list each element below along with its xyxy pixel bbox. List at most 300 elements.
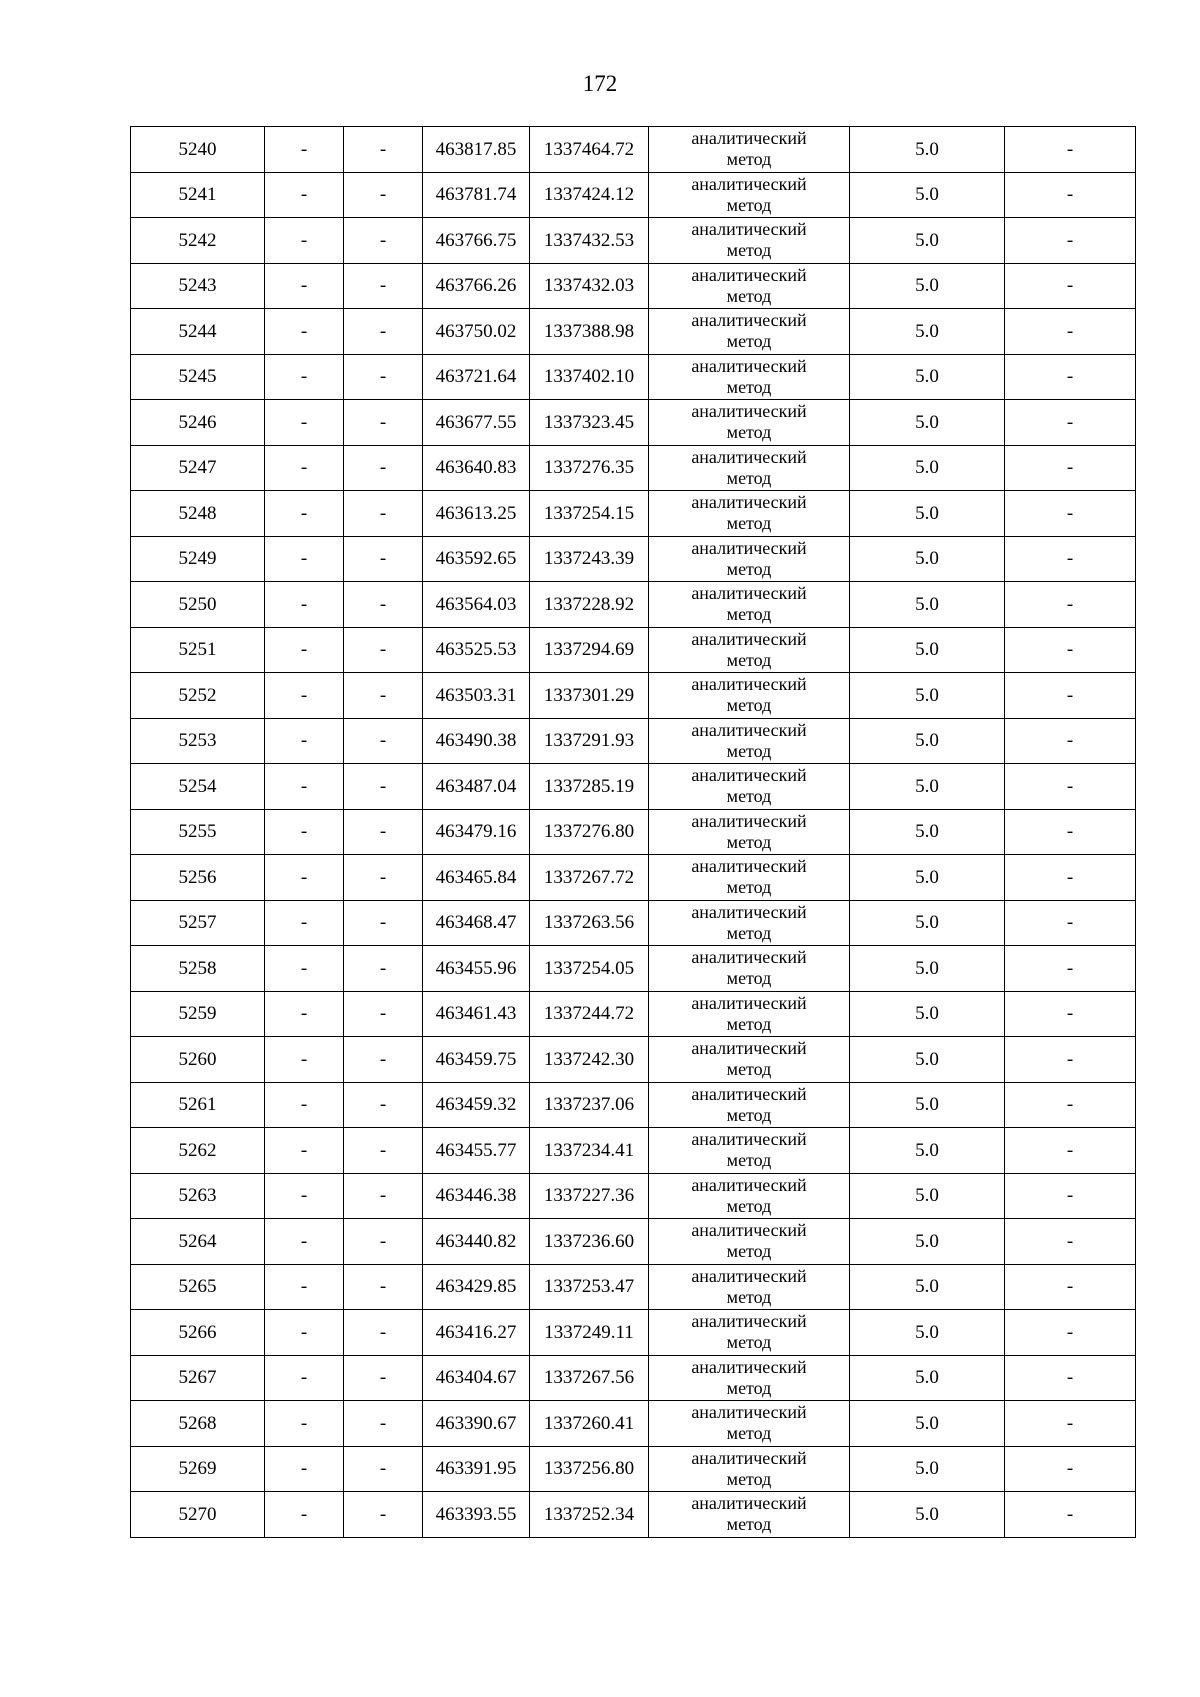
method-line-2: метод bbox=[726, 422, 772, 443]
method-line-2: метод bbox=[726, 1377, 772, 1398]
method-cell bbox=[649, 718, 850, 764]
accuracy-cell: 5.0 bbox=[850, 1264, 1005, 1310]
dash-cell-b: - bbox=[344, 536, 423, 582]
x-coordinate-cell: 463525.53 bbox=[423, 627, 530, 673]
table-body bbox=[131, 127, 1136, 1538]
y-coordinate-cell: 1337263.56 bbox=[530, 900, 649, 946]
dash-cell-a: - bbox=[265, 445, 344, 491]
dash-cell-c: - bbox=[1005, 718, 1136, 764]
method-cell bbox=[649, 309, 850, 355]
table-row bbox=[131, 1037, 1136, 1083]
x-coordinate-cell: 463766.75 bbox=[423, 218, 530, 264]
y-coordinate-cell: 1337254.15 bbox=[530, 491, 649, 537]
point-number-cell: 5246 bbox=[131, 400, 265, 446]
dash-cell-a: - bbox=[265, 218, 344, 264]
method-line-2: метод bbox=[726, 649, 772, 670]
dash-cell-b: - bbox=[344, 309, 423, 355]
dash-cell-a: - bbox=[265, 1264, 344, 1310]
y-coordinate-cell: 1337402.10 bbox=[530, 354, 649, 400]
dash-cell-a: - bbox=[265, 673, 344, 719]
accuracy-cell: 5.0 bbox=[850, 718, 1005, 764]
y-coordinate-cell: 1337464.72 bbox=[530, 127, 649, 173]
point-number-cell: 5256 bbox=[131, 855, 265, 901]
method-line-1: аналитический bbox=[691, 128, 807, 149]
method-line-2: метод bbox=[726, 376, 772, 397]
dash-cell-c: - bbox=[1005, 263, 1136, 309]
point-number-cell: 5251 bbox=[131, 627, 265, 673]
accuracy-cell: 5.0 bbox=[850, 991, 1005, 1037]
dash-cell-c: - bbox=[1005, 991, 1136, 1037]
dash-cell-a: - bbox=[265, 946, 344, 992]
dash-cell-b: - bbox=[344, 1037, 423, 1083]
dash-cell-a: - bbox=[265, 991, 344, 1037]
method-line-2: метод bbox=[726, 513, 772, 534]
method-cell bbox=[649, 1401, 850, 1447]
method-line-2: метод bbox=[726, 240, 772, 261]
x-coordinate-cell: 463677.55 bbox=[423, 400, 530, 446]
dash-cell-b: - bbox=[344, 1310, 423, 1356]
dash-cell-b: - bbox=[344, 218, 423, 264]
dash-cell-b: - bbox=[344, 809, 423, 855]
table-row bbox=[131, 127, 1136, 173]
point-number-cell: 5254 bbox=[131, 764, 265, 810]
method-line-1: аналитический bbox=[691, 856, 807, 877]
method-line-2: метод bbox=[726, 1241, 772, 1262]
method-line-1: аналитический bbox=[691, 219, 807, 240]
y-coordinate-cell: 1337256.80 bbox=[530, 1446, 649, 1492]
method-line-1: аналитический bbox=[691, 492, 807, 513]
point-number-cell: 5247 bbox=[131, 445, 265, 491]
method-line-2: метод bbox=[726, 1468, 772, 1489]
accuracy-cell: 5.0 bbox=[850, 627, 1005, 673]
accuracy-cell: 5.0 bbox=[850, 1355, 1005, 1401]
x-coordinate-cell: 463479.16 bbox=[423, 809, 530, 855]
method-cell bbox=[649, 1037, 850, 1083]
dash-cell-b: - bbox=[344, 172, 423, 218]
y-coordinate-cell: 1337234.41 bbox=[530, 1128, 649, 1174]
accuracy-cell: 5.0 bbox=[850, 1082, 1005, 1128]
x-coordinate-cell: 463613.25 bbox=[423, 491, 530, 537]
y-coordinate-cell: 1337249.11 bbox=[530, 1310, 649, 1356]
method-line-1: аналитический bbox=[691, 765, 807, 786]
point-number-cell: 5253 bbox=[131, 718, 265, 764]
method-cell bbox=[649, 127, 850, 173]
method-cell bbox=[649, 991, 850, 1037]
method-line-1: аналитический bbox=[691, 947, 807, 968]
method-cell bbox=[649, 809, 850, 855]
method-line-1: аналитический bbox=[691, 401, 807, 422]
method-cell bbox=[649, 445, 850, 491]
method-line-2: метод bbox=[726, 831, 772, 852]
dash-cell-c: - bbox=[1005, 445, 1136, 491]
point-number-cell: 5248 bbox=[131, 491, 265, 537]
dash-cell-a: - bbox=[265, 536, 344, 582]
method-line-1: аналитический bbox=[691, 901, 807, 922]
x-coordinate-cell: 463487.04 bbox=[423, 764, 530, 810]
dash-cell-c: - bbox=[1005, 1492, 1136, 1538]
x-coordinate-cell: 463721.64 bbox=[423, 354, 530, 400]
table-row bbox=[131, 445, 1136, 491]
accuracy-cell: 5.0 bbox=[850, 582, 1005, 628]
accuracy-cell: 5.0 bbox=[850, 445, 1005, 491]
x-coordinate-cell: 463416.27 bbox=[423, 1310, 530, 1356]
table-row bbox=[131, 309, 1136, 355]
accuracy-cell: 5.0 bbox=[850, 1128, 1005, 1174]
method-cell bbox=[649, 1173, 850, 1219]
method-cell bbox=[649, 764, 850, 810]
dash-cell-a: - bbox=[265, 1037, 344, 1083]
method-line-1: аналитический bbox=[691, 810, 807, 831]
method-line-2: метод bbox=[726, 1514, 772, 1535]
dash-cell-b: - bbox=[344, 1173, 423, 1219]
dash-cell-b: - bbox=[344, 1219, 423, 1265]
x-coordinate-cell: 463750.02 bbox=[423, 309, 530, 355]
method-line-1: аналитический bbox=[691, 1493, 807, 1514]
page-number: 172 bbox=[582, 71, 618, 96]
table-row bbox=[131, 991, 1136, 1037]
point-number-cell: 5240 bbox=[131, 127, 265, 173]
x-coordinate-cell: 463429.85 bbox=[423, 1264, 530, 1310]
x-coordinate-cell: 463461.43 bbox=[423, 991, 530, 1037]
dash-cell-c: - bbox=[1005, 127, 1136, 173]
y-coordinate-cell: 1337267.72 bbox=[530, 855, 649, 901]
x-coordinate-cell: 463817.85 bbox=[423, 127, 530, 173]
y-coordinate-cell: 1337243.39 bbox=[530, 536, 649, 582]
accuracy-cell: 5.0 bbox=[850, 900, 1005, 946]
point-number-cell: 5259 bbox=[131, 991, 265, 1037]
y-coordinate-cell: 1337267.56 bbox=[530, 1355, 649, 1401]
accuracy-cell: 5.0 bbox=[850, 946, 1005, 992]
point-number-cell: 5260 bbox=[131, 1037, 265, 1083]
y-coordinate-cell: 1337388.98 bbox=[530, 309, 649, 355]
method-line-2: метод bbox=[726, 1150, 772, 1171]
accuracy-cell: 5.0 bbox=[850, 491, 1005, 537]
method-line-1: аналитический bbox=[691, 446, 807, 467]
dash-cell-c: - bbox=[1005, 582, 1136, 628]
method-line-2: метод bbox=[726, 1423, 772, 1444]
y-coordinate-cell: 1337294.69 bbox=[530, 627, 649, 673]
table-row bbox=[131, 1173, 1136, 1219]
accuracy-cell: 5.0 bbox=[850, 127, 1005, 173]
dash-cell-c: - bbox=[1005, 354, 1136, 400]
dash-cell-b: - bbox=[344, 582, 423, 628]
dash-cell-a: - bbox=[265, 491, 344, 537]
method-cell bbox=[649, 855, 850, 901]
accuracy-cell: 5.0 bbox=[850, 1401, 1005, 1447]
dash-cell-a: - bbox=[265, 1492, 344, 1538]
dash-cell-c: - bbox=[1005, 536, 1136, 582]
table-row bbox=[131, 1082, 1136, 1128]
table-row bbox=[131, 400, 1136, 446]
method-line-2: метод bbox=[726, 1286, 772, 1307]
dash-cell-c: - bbox=[1005, 1401, 1136, 1447]
dash-cell-b: - bbox=[344, 718, 423, 764]
point-number-cell: 5262 bbox=[131, 1128, 265, 1174]
dash-cell-b: - bbox=[344, 1446, 423, 1492]
dash-cell-b: - bbox=[344, 946, 423, 992]
y-coordinate-cell: 1337432.03 bbox=[530, 263, 649, 309]
y-coordinate-cell: 1337242.30 bbox=[530, 1037, 649, 1083]
method-line-1: аналитический bbox=[691, 719, 807, 740]
dash-cell-a: - bbox=[265, 1082, 344, 1128]
point-number-cell: 5264 bbox=[131, 1219, 265, 1265]
table-row bbox=[131, 491, 1136, 537]
accuracy-cell: 5.0 bbox=[850, 809, 1005, 855]
y-coordinate-cell: 1337432.53 bbox=[530, 218, 649, 264]
method-line-1: аналитический bbox=[691, 1220, 807, 1241]
accuracy-cell: 5.0 bbox=[850, 400, 1005, 446]
method-line-2: метод bbox=[726, 331, 772, 352]
point-number-cell: 5267 bbox=[131, 1355, 265, 1401]
accuracy-cell: 5.0 bbox=[850, 1037, 1005, 1083]
method-line-1: аналитический bbox=[691, 1356, 807, 1377]
point-number-cell: 5243 bbox=[131, 263, 265, 309]
method-line-1: аналитический bbox=[691, 1174, 807, 1195]
method-cell bbox=[649, 627, 850, 673]
method-line-1: аналитический bbox=[691, 1311, 807, 1332]
x-coordinate-cell: 463766.26 bbox=[423, 263, 530, 309]
method-line-1: аналитический bbox=[691, 583, 807, 604]
dash-cell-a: - bbox=[265, 627, 344, 673]
x-coordinate-cell: 463465.84 bbox=[423, 855, 530, 901]
dash-cell-c: - bbox=[1005, 491, 1136, 537]
method-line-1: аналитический bbox=[691, 628, 807, 649]
dash-cell-b: - bbox=[344, 1082, 423, 1128]
y-coordinate-cell: 1337236.60 bbox=[530, 1219, 649, 1265]
dash-cell-a: - bbox=[265, 309, 344, 355]
point-number-cell: 5241 bbox=[131, 172, 265, 218]
method-cell bbox=[649, 263, 850, 309]
method-cell bbox=[649, 400, 850, 446]
table-row bbox=[131, 1492, 1136, 1538]
point-number-cell: 5261 bbox=[131, 1082, 265, 1128]
x-coordinate-cell: 463459.32 bbox=[423, 1082, 530, 1128]
y-coordinate-cell: 1337285.19 bbox=[530, 764, 649, 810]
method-line-2: метод bbox=[726, 1332, 772, 1353]
method-cell bbox=[649, 673, 850, 719]
table-row bbox=[131, 172, 1136, 218]
x-coordinate-cell: 463564.03 bbox=[423, 582, 530, 628]
dash-cell-a: - bbox=[265, 582, 344, 628]
method-cell bbox=[649, 354, 850, 400]
method-line-1: аналитический bbox=[691, 674, 807, 695]
table-row bbox=[131, 1128, 1136, 1174]
method-cell bbox=[649, 1446, 850, 1492]
method-line-1: аналитический bbox=[691, 264, 807, 285]
method-line-2: метод bbox=[726, 149, 772, 170]
table-row bbox=[131, 263, 1136, 309]
method-cell bbox=[649, 172, 850, 218]
method-cell bbox=[649, 1219, 850, 1265]
accuracy-cell: 5.0 bbox=[850, 218, 1005, 264]
method-cell bbox=[649, 1492, 850, 1538]
point-number-cell: 5252 bbox=[131, 673, 265, 719]
dash-cell-c: - bbox=[1005, 627, 1136, 673]
y-coordinate-cell: 1337260.41 bbox=[530, 1401, 649, 1447]
table-row bbox=[131, 673, 1136, 719]
method-line-2: метод bbox=[726, 1104, 772, 1125]
dash-cell-b: - bbox=[344, 1401, 423, 1447]
method-line-1: аналитический bbox=[691, 992, 807, 1013]
x-coordinate-cell: 463781.74 bbox=[423, 172, 530, 218]
dash-cell-a: - bbox=[265, 1446, 344, 1492]
table-row bbox=[131, 218, 1136, 264]
dash-cell-c: - bbox=[1005, 900, 1136, 946]
dash-cell-b: - bbox=[344, 1492, 423, 1538]
dash-cell-a: - bbox=[265, 900, 344, 946]
method-line-1: аналитический bbox=[691, 310, 807, 331]
method-line-2: метод bbox=[726, 695, 772, 716]
dash-cell-c: - bbox=[1005, 1264, 1136, 1310]
table-row bbox=[131, 764, 1136, 810]
method-line-2: метод bbox=[726, 194, 772, 215]
dash-cell-a: - bbox=[265, 400, 344, 446]
dash-cell-c: - bbox=[1005, 1446, 1136, 1492]
table-row bbox=[131, 582, 1136, 628]
dash-cell-a: - bbox=[265, 1219, 344, 1265]
method-cell bbox=[649, 1355, 850, 1401]
accuracy-cell: 5.0 bbox=[850, 354, 1005, 400]
method-line-1: аналитический bbox=[691, 1447, 807, 1468]
point-number-cell: 5270 bbox=[131, 1492, 265, 1538]
x-coordinate-cell: 463404.67 bbox=[423, 1355, 530, 1401]
dash-cell-a: - bbox=[265, 1355, 344, 1401]
method-cell bbox=[649, 218, 850, 264]
point-number-cell: 5249 bbox=[131, 536, 265, 582]
method-line-1: аналитический bbox=[691, 1265, 807, 1286]
method-cell bbox=[649, 900, 850, 946]
dash-cell-c: - bbox=[1005, 809, 1136, 855]
x-coordinate-cell: 463459.75 bbox=[423, 1037, 530, 1083]
dash-cell-b: - bbox=[344, 354, 423, 400]
x-coordinate-cell: 463503.31 bbox=[423, 673, 530, 719]
table-row bbox=[131, 536, 1136, 582]
x-coordinate-cell: 463446.38 bbox=[423, 1173, 530, 1219]
dash-cell-b: - bbox=[344, 445, 423, 491]
accuracy-cell: 5.0 bbox=[850, 673, 1005, 719]
x-coordinate-cell: 463640.83 bbox=[423, 445, 530, 491]
point-number-cell: 5257 bbox=[131, 900, 265, 946]
accuracy-cell: 5.0 bbox=[850, 855, 1005, 901]
method-cell bbox=[649, 491, 850, 537]
dash-cell-b: - bbox=[344, 627, 423, 673]
dash-cell-b: - bbox=[344, 1264, 423, 1310]
table-row bbox=[131, 946, 1136, 992]
y-coordinate-cell: 1337276.35 bbox=[530, 445, 649, 491]
y-coordinate-cell: 1337228.92 bbox=[530, 582, 649, 628]
method-line-2: метод bbox=[726, 467, 772, 488]
dash-cell-b: - bbox=[344, 491, 423, 537]
dash-cell-b: - bbox=[344, 900, 423, 946]
point-number-cell: 5263 bbox=[131, 1173, 265, 1219]
dash-cell-a: - bbox=[265, 718, 344, 764]
method-line-2: метод bbox=[726, 1195, 772, 1216]
dash-cell-c: - bbox=[1005, 946, 1136, 992]
accuracy-cell: 5.0 bbox=[850, 263, 1005, 309]
table-row bbox=[131, 1264, 1136, 1310]
accuracy-cell: 5.0 bbox=[850, 536, 1005, 582]
table-row bbox=[131, 1446, 1136, 1492]
dash-cell-a: - bbox=[265, 127, 344, 173]
table-row bbox=[131, 855, 1136, 901]
dash-cell-c: - bbox=[1005, 764, 1136, 810]
point-number-cell: 5244 bbox=[131, 309, 265, 355]
y-coordinate-cell: 1337244.72 bbox=[530, 991, 649, 1037]
dash-cell-a: - bbox=[265, 1128, 344, 1174]
table-row bbox=[131, 1401, 1136, 1447]
table-row bbox=[131, 1310, 1136, 1356]
accuracy-cell: 5.0 bbox=[850, 1492, 1005, 1538]
point-number-cell: 5245 bbox=[131, 354, 265, 400]
point-number-cell: 5266 bbox=[131, 1310, 265, 1356]
accuracy-cell: 5.0 bbox=[850, 1446, 1005, 1492]
y-coordinate-cell: 1337291.93 bbox=[530, 718, 649, 764]
method-line-2: метод bbox=[726, 740, 772, 761]
method-line-2: метод bbox=[726, 786, 772, 807]
method-line-2: метод bbox=[726, 968, 772, 989]
x-coordinate-cell: 463391.95 bbox=[423, 1446, 530, 1492]
dash-cell-c: - bbox=[1005, 309, 1136, 355]
dash-cell-c: - bbox=[1005, 400, 1136, 446]
accuracy-cell: 5.0 bbox=[850, 172, 1005, 218]
method-line-2: метод bbox=[726, 922, 772, 943]
dash-cell-b: - bbox=[344, 991, 423, 1037]
dash-cell-a: - bbox=[265, 263, 344, 309]
point-number-cell: 5255 bbox=[131, 809, 265, 855]
method-cell bbox=[649, 582, 850, 628]
method-line-1: аналитический bbox=[691, 355, 807, 376]
dash-cell-c: - bbox=[1005, 673, 1136, 719]
x-coordinate-cell: 463592.65 bbox=[423, 536, 530, 582]
point-number-cell: 5250 bbox=[131, 582, 265, 628]
y-coordinate-cell: 1337252.34 bbox=[530, 1492, 649, 1538]
y-coordinate-cell: 1337253.47 bbox=[530, 1264, 649, 1310]
y-coordinate-cell: 1337323.45 bbox=[530, 400, 649, 446]
method-line-2: метод bbox=[726, 604, 772, 625]
table-row bbox=[131, 900, 1136, 946]
method-cell bbox=[649, 946, 850, 992]
dash-cell-c: - bbox=[1005, 1219, 1136, 1265]
dash-cell-b: - bbox=[344, 673, 423, 719]
y-coordinate-cell: 1337301.29 bbox=[530, 673, 649, 719]
accuracy-cell: 5.0 bbox=[850, 1310, 1005, 1356]
dash-cell-b: - bbox=[344, 400, 423, 446]
dash-cell-c: - bbox=[1005, 218, 1136, 264]
y-coordinate-cell: 1337227.36 bbox=[530, 1173, 649, 1219]
method-line-2: метод bbox=[726, 558, 772, 579]
dash-cell-b: - bbox=[344, 1128, 423, 1174]
dash-cell-c: - bbox=[1005, 1082, 1136, 1128]
dash-cell-b: - bbox=[344, 855, 423, 901]
method-cell bbox=[649, 1264, 850, 1310]
dash-cell-a: - bbox=[265, 1401, 344, 1447]
dash-cell-b: - bbox=[344, 764, 423, 810]
y-coordinate-cell: 1337237.06 bbox=[530, 1082, 649, 1128]
dash-cell-a: - bbox=[265, 354, 344, 400]
point-number-cell: 5265 bbox=[131, 1264, 265, 1310]
table-row bbox=[131, 1355, 1136, 1401]
dash-cell-a: - bbox=[265, 764, 344, 810]
method-line-2: метод bbox=[726, 877, 772, 898]
x-coordinate-cell: 463393.55 bbox=[423, 1492, 530, 1538]
dash-cell-c: - bbox=[1005, 1355, 1136, 1401]
y-coordinate-cell: 1337254.05 bbox=[530, 946, 649, 992]
point-number-cell: 5269 bbox=[131, 1446, 265, 1492]
table-row bbox=[131, 809, 1136, 855]
method-line-2: метод bbox=[726, 285, 772, 306]
x-coordinate-cell: 463440.82 bbox=[423, 1219, 530, 1265]
table-row bbox=[131, 718, 1136, 764]
